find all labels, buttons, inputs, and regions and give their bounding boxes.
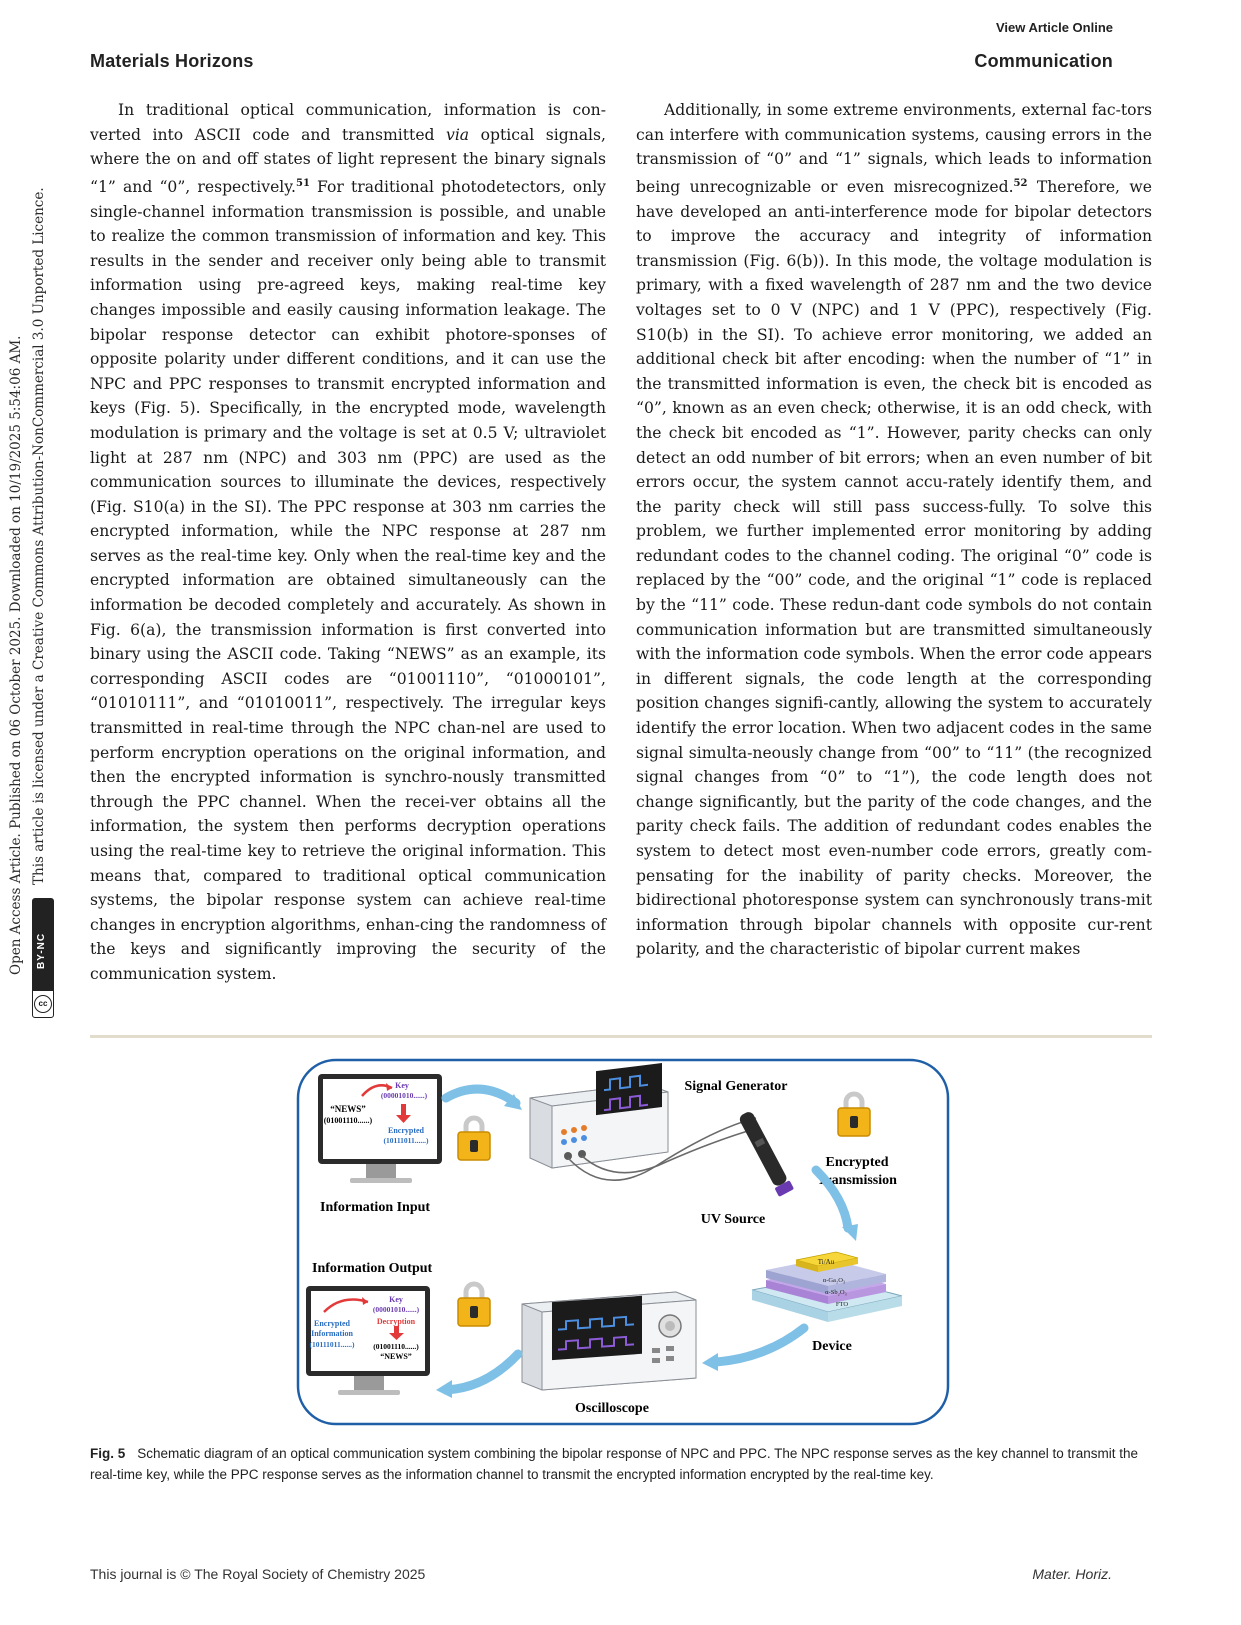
figure-caption: Fig. 5 Schematic diagram of an optical communication system combining the bipolar response of NPC and PPC. The NPC response serves as the key channel to transmit the real-time key, while the PPC response serves as the information channel to transmit the encrypted information encrypted by the real-time key. xyxy=(90,1446,1139,1482)
svg-text:(10111011......): (10111011......) xyxy=(383,1136,429,1145)
encrypted-transmission-label-1: Encrypted xyxy=(825,1155,889,1170)
figure-5-schematic xyxy=(296,1058,950,1426)
svg-text:“NEWS”: “NEWS” xyxy=(330,1104,366,1114)
right-column xyxy=(636,98,1152,962)
journal-name: Materials Horizons xyxy=(90,51,254,71)
svg-text:Ti/Au: Ti/Au xyxy=(817,1258,835,1266)
uv-source-label: UV Source xyxy=(700,1212,766,1227)
svg-text:“NEWS”: “NEWS” xyxy=(380,1352,412,1361)
svg-text:Key: Key xyxy=(389,1295,403,1304)
view-article-online-link[interactable]: View Article Online xyxy=(995,20,1113,35)
reference-51[interactable]: 51 xyxy=(296,177,310,189)
device-label: Device xyxy=(812,1339,852,1354)
license-sidebar xyxy=(8,187,63,1015)
footer-journal-abbrev: Mater. Horiz. xyxy=(1032,1566,1112,1582)
svg-text:α-Sb₂O₃: α-Sb₂O₃ xyxy=(825,1289,847,1296)
svg-text:Encrypted: Encrypted xyxy=(388,1126,424,1135)
svg-text:(00001010......): (00001010......) xyxy=(380,1091,428,1100)
cc-icon: cc xyxy=(34,995,52,1013)
oscilloscope xyxy=(522,1292,696,1390)
left-column xyxy=(90,98,606,987)
information-output-label: Information Output xyxy=(312,1261,433,1276)
svg-text:FTO: FTO xyxy=(835,1301,849,1308)
svg-text:Encrypted: Encrypted xyxy=(314,1319,350,1328)
svg-text:(01001110......): (01001110......) xyxy=(373,1342,419,1351)
encrypted-transmission-label-2: Transmission xyxy=(817,1173,897,1188)
left-paragraph: In traditional optical communication, information is con-verted into ASCII code and transmitted via optical signals, where the on and off states of light represent the binary signals “1” and “0”, respectively.$^{51}$ For traditional photodetectors, only single-channel information transmission is possible, and unable to realize the common transmission of information and key. This results in the sender and receiver only being able to transmit information using pre-agreed keys, making real-time key changes impossible and easily causing information leakage. The bipolar response detector can exhibit photore-sponses of opposite polarity under different conditions, and it can use the NPC and PPC responses to transmit encrypted information and keys (Fig. 5). Specifically, in the encrypted mode, wavelength modulation is primary and the voltage is set at 0.5 V; ultraviolet light at 287 nm (NPC) and 303 nm (PPC) are used as the communication sources to illuminate the devices, respectively (Fig. S10(a) in the SI). The PPC response at 303 nm carries the encrypted information, while the NPC response at 287 nm serves as the real-time key. Only when the real-time key and the encrypted information are obtained simultaneously can the information be decoded completely and accurately. As shown in Fig. 6(a), the transmission information is first converted into binary using the ASCII code. Taking “NEWS” as an example, its corresponding ASCII codes are “01001110”, “01000101”, “01010111”, and “01010011”, respectively. The irregular keys transmitted in real-time through the NPC chan-nel are used to perform encryption operations on the original information, and then the encrypted information is synchro-nously transmitted through the PPC channel. When the recei-ver obtains all the information, the system then performs decryption operations using the real-time key to retrieve the original information. This means that, compared to traditional optical communication systems, the bipolar response system can achieve real-time changes in encryption algorithms, enhan-cing the randomness of the keys and significantly improving the security of the communication system. xyxy=(90,101,606,983)
cc-by-nc-badge[interactable] xyxy=(32,898,54,1018)
svg-text:(01001110......): (01001110......) xyxy=(323,1116,373,1125)
section-name: Communication xyxy=(974,51,1113,71)
signal-generator-label: Signal Generator xyxy=(684,1079,788,1094)
svg-text:Information: Information xyxy=(311,1329,353,1338)
figure-label[interactable]: Fig. 5 xyxy=(90,1446,126,1461)
svg-text:(10111011......): (10111011......) xyxy=(309,1340,355,1349)
licence-line[interactable]: This article is licensed under a Creative Commons Attribution-NonCommercial 3.0 Unported Licence. xyxy=(31,187,47,885)
open-access-line: Open Access Article. Published on 06 October 2025. Downloaded on 10/19/2025 5:54:06 AM. xyxy=(8,335,24,975)
svg-text:α-Ga₂O₃: α-Ga₂O₃ xyxy=(822,1277,846,1284)
svg-text:Key: Key xyxy=(395,1081,409,1090)
information-input-label: Information Input xyxy=(320,1200,431,1215)
right-paragraph: Additionally, in some extreme environments, external fac-tors can interfere with communication systems, causing errors in the transmission of “0” and “1” signals, which leads to information being unrecognizable or even misrecognized.$^{52}$ Therefore, we have developed an anti-interference mode for bipolar detectors to improve the accuracy and integrity of information transmission (Fig. 6(b)). In this mode, the voltage modulation is primary, with a fixed wavelength of 287 nm and the two device voltages set to 0 V (NPC) and 1 V (PPC), respectively (Fig. S10(b) in the SI). To achieve error monitoring, we added an additional check bit after encoding: when the number of “1” in the transmitted information is even, the check bit is encoded as “0”, known as an even check; otherwise, it is an odd check, with the check bit encoded as “1”. However, parity checks can only detect an odd number of bit errors; when an even number of bit errors occur, the system cannot accu-rately identify them, and the parity check will still pass success-fully. To solve this problem, we further implemented error monitoring by adding redundant codes to the channel coding. The original “0” code is replaced by the “00” code, and the original “1” code is replaced by the “11” code. These redun-dant code symbols do not contain communication information but are transmitted simultaneously with the information code symbols. When the error code appears in different signals, the code length at the corresponding position changes signifi-cantly, allowing the system to accurately identify the error location. When two adjacent codes in the same signal simulta-neously change from “00” to “11” (the recognized signal changes from “0” to “1”), the code length does not change significantly, but the parity of the code changes, and the parity check fails. The addition of redundant codes enables the system to detect most even-number code errors, greatly com-pensating for the inability of parity checks. Moreover, the bidirectional photoresponse system can synchronously trans-mit information through bipolar channels with opposite cur-rent polarity, and the characteristic of bipolar current makes xyxy=(636,101,1152,959)
figure-divider xyxy=(90,1035,1152,1038)
reference-52[interactable]: 52 xyxy=(1013,177,1028,189)
footer-copyright: This journal is © The Royal Society of Chemistry 2025 xyxy=(90,1566,426,1582)
svg-text:(00001010......): (00001010......) xyxy=(372,1305,420,1314)
by-nc-label: BY-NC xyxy=(33,899,53,991)
oscilloscope-label: Oscilloscope xyxy=(575,1401,649,1416)
svg-text:Decryption: Decryption xyxy=(376,1317,416,1326)
